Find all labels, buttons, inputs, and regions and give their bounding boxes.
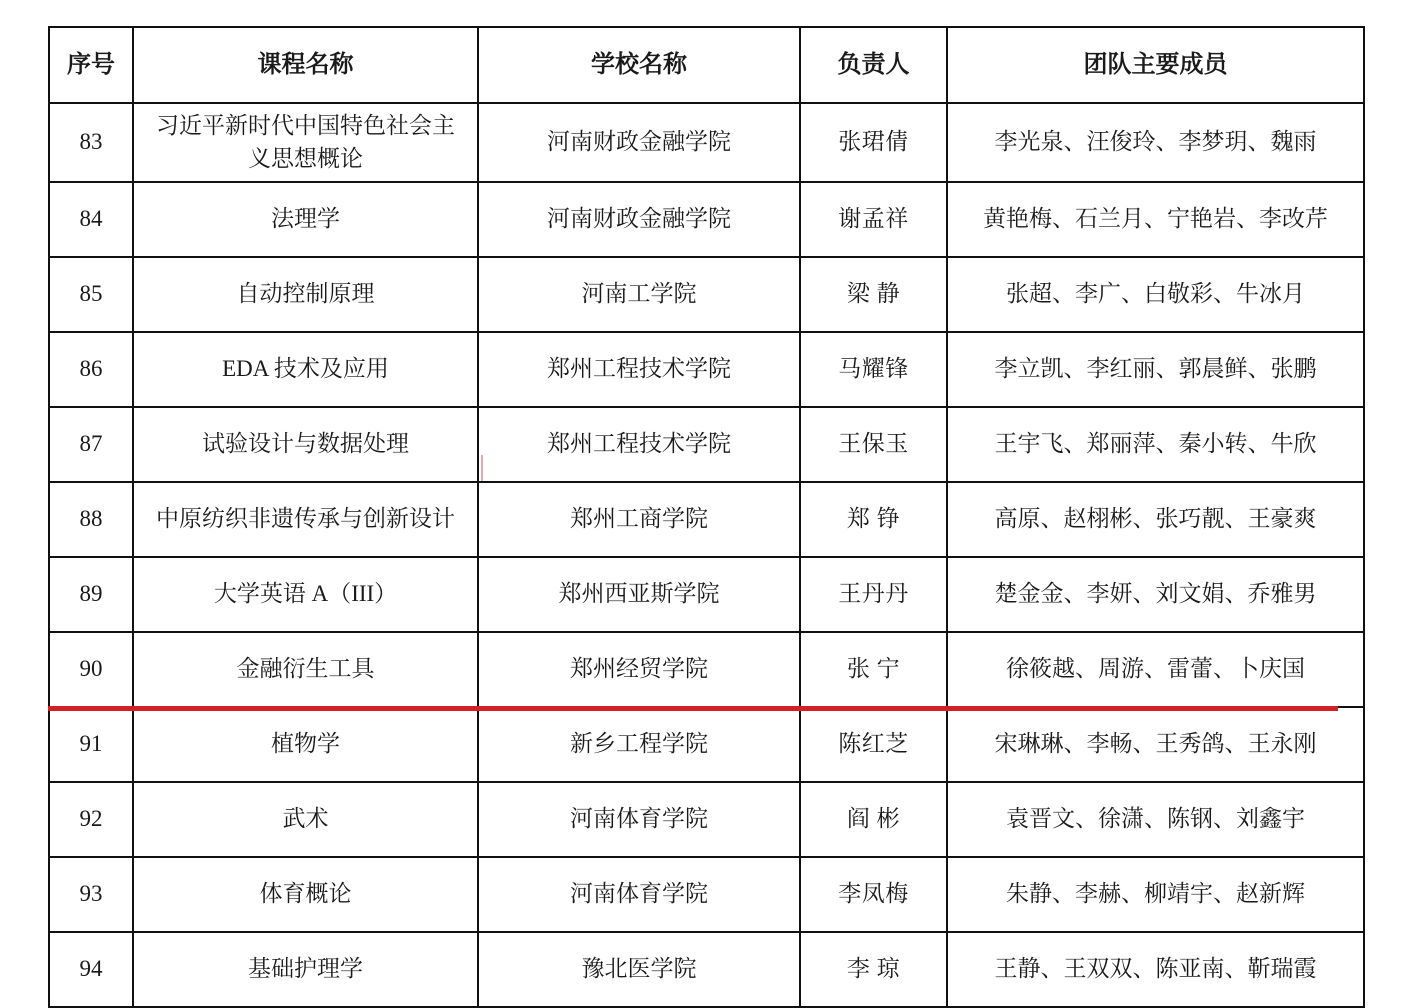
table-header xyxy=(49,27,1364,103)
cell-school-name: 河南财政金融学院 xyxy=(478,182,800,257)
cell-course-name: 体育概论 xyxy=(133,857,478,932)
cell-school-name: 郑州工程技术学院 xyxy=(478,332,800,407)
cell-team-members: 王宇飞、郑丽萍、秦小转、牛欣 xyxy=(947,407,1364,482)
cell-course-name: 武术 xyxy=(133,782,478,857)
cell-school-name: 郑州工商学院 xyxy=(478,482,800,557)
cell-leader: 王保玉 xyxy=(800,407,947,482)
table-row xyxy=(49,557,1364,632)
table-row xyxy=(49,857,1364,932)
stray-pen-mark xyxy=(481,455,483,481)
column-header-course-name: 课程名称 xyxy=(133,27,478,103)
column-header-team-members: 团队主要成员 xyxy=(947,27,1364,103)
cell-leader: 李凤梅 xyxy=(800,857,947,932)
table-row xyxy=(49,707,1364,782)
cell-school-name: 河南财政金融学院 xyxy=(478,103,800,182)
cell-index: 87 xyxy=(49,407,133,482)
cell-team-members: 王静、王双双、陈亚南、靳瑞霞 xyxy=(947,932,1364,1007)
cell-leader: 李 琼 xyxy=(800,932,947,1007)
cell-school-name: 郑州工程技术学院 xyxy=(478,407,800,482)
cell-school-name: 豫北医学院 xyxy=(478,932,800,1007)
cell-leader: 张珺倩 xyxy=(800,103,947,182)
table-row xyxy=(49,182,1364,257)
cell-course-name: 金融衍生工具 xyxy=(133,632,478,707)
table-row xyxy=(49,482,1364,557)
cell-team-members: 徐筱越、周游、雷蕾、卜庆国 xyxy=(947,632,1364,707)
table-row xyxy=(49,407,1364,482)
cell-team-members: 李光泉、汪俊玲、李梦玥、魏雨 xyxy=(947,103,1364,182)
cell-course-name xyxy=(133,103,478,182)
column-header-index: 序号 xyxy=(49,27,133,103)
cell-leader: 陈红芝 xyxy=(800,707,947,782)
cell-team-members: 楚金金、李妍、刘文娟、乔雅男 xyxy=(947,557,1364,632)
cell-school-name: 河南工学院 xyxy=(478,257,800,332)
cell-team-members: 宋琳琳、李畅、王秀鸽、王永刚 xyxy=(947,707,1364,782)
table-row xyxy=(49,632,1364,707)
course-name-line-1: 习近平新时代中国特色社会主 xyxy=(156,113,455,138)
cell-course-name: 试验设计与数据处理 xyxy=(133,407,478,482)
cell-school-name: 河南体育学院 xyxy=(478,782,800,857)
cell-team-members: 黄艳梅、石兰月、宁艳岩、李改芹 xyxy=(947,182,1364,257)
table-row xyxy=(49,257,1364,332)
cell-course-name: 法理学 xyxy=(133,182,478,257)
table-row-highlighted xyxy=(49,782,1364,857)
course-list-table xyxy=(48,26,1365,1008)
cell-index: 86 xyxy=(49,332,133,407)
cell-leader: 梁 静 xyxy=(800,257,947,332)
cell-index: 88 xyxy=(49,482,133,557)
table-row xyxy=(49,932,1364,1007)
cell-team-members: 张超、李广、白敬彩、牛冰月 xyxy=(947,257,1364,332)
cell-school-name: 郑州西亚斯学院 xyxy=(478,557,800,632)
red-highlight-underline xyxy=(48,706,1338,711)
cell-leader: 郑 铮 xyxy=(800,482,947,557)
cell-school-name: 郑州经贸学院 xyxy=(478,632,800,707)
table-row xyxy=(49,103,1364,182)
cell-index: 85 xyxy=(49,257,133,332)
cell-course-name: EDA 技术及应用 xyxy=(133,332,478,407)
cell-school-name: 河南体育学院 xyxy=(478,857,800,932)
cell-course-name: 自动控制原理 xyxy=(133,257,478,332)
cell-index: 83 xyxy=(49,103,133,182)
course-name-line-2: 义思想概论 xyxy=(248,145,363,171)
cell-leader: 马耀锋 xyxy=(800,332,947,407)
column-header-leader: 负责人 xyxy=(800,27,947,103)
cell-team-members: 高原、赵栩彬、张巧靓、王豪爽 xyxy=(947,482,1364,557)
cell-team-members: 袁晋文、徐潇、陈钢、刘鑫宇 xyxy=(947,782,1364,857)
cell-index: 90 xyxy=(49,632,133,707)
cell-index: 94 xyxy=(49,932,133,1007)
cell-team-members: 李立凯、李红丽、郭晨鲜、张鹏 xyxy=(947,332,1364,407)
table-body xyxy=(49,103,1364,1007)
column-header-school-name: 学校名称 xyxy=(478,27,800,103)
cell-course-name: 基础护理学 xyxy=(133,932,478,1007)
cell-course-name: 中原纺织非遗传承与创新设计 xyxy=(133,482,478,557)
table-row xyxy=(49,332,1364,407)
cell-school-name: 新乡工程学院 xyxy=(478,707,800,782)
cell-team-members: 朱静、李赫、柳靖宇、赵新辉 xyxy=(947,857,1364,932)
cell-course-name: 植物学 xyxy=(133,707,478,782)
cell-leader: 王丹丹 xyxy=(800,557,947,632)
table-header-row xyxy=(49,27,1364,103)
cell-leader: 谢孟祥 xyxy=(800,182,947,257)
cell-index: 93 xyxy=(49,857,133,932)
cell-index: 91 xyxy=(49,707,133,782)
cell-leader: 阎 彬 xyxy=(800,782,947,857)
cell-leader: 张 宁 xyxy=(800,632,947,707)
cell-index: 92 xyxy=(49,782,133,857)
cell-index: 89 xyxy=(49,557,133,632)
cell-course-name: 大学英语 A（III） xyxy=(133,557,478,632)
cell-index: 84 xyxy=(49,182,133,257)
